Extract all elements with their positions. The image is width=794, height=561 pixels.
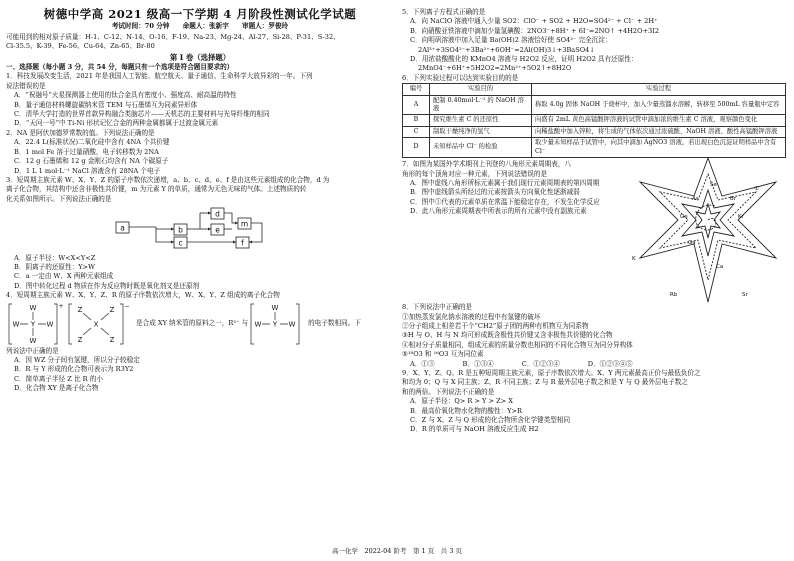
octagonal-periodic-table [630,156,786,306]
question-stem: 离子化合物，其结构中还含非极性共价键，m 为元素 Y 的单质，通常为无色无味的气体。上述物质的转 [6,185,307,194]
table-cell: 未知样品中 Cl⁻ 的检验 [430,138,532,158]
atom-label: Z [77,335,83,344]
option-d: D．化合物 XY 是离子化合物 [14,384,99,393]
element-label-ca: Ca [716,264,724,271]
option-a: A．图中虚线八角形所标元素属于我们现行元素周期表的第四周期 [410,178,600,187]
question-stem: 角形的每个顶角对应一种元素，下列说法错误的是 [402,169,548,178]
atom-label: W [271,303,279,312]
atom-label: X [93,320,99,329]
question-5 [402,8,786,74]
atom-label: Y [273,320,278,329]
svg-text:−: − [124,302,130,310]
table-cell: 向盛有 2mL 黄色高锰酸钾溶液的试管中滴加浓的维生素 C 溶液，观察颜色变化 [532,115,786,126]
atom-label: Z [109,305,115,314]
structure-cation [6,301,66,347]
option-c: C．Z 与 X、Z 与 Q 形成的化合物所含化学键类型相同 [410,415,571,424]
table-row [403,138,786,158]
flow-label-b: b [178,225,183,235]
option-d: D．①②③④⑤ [587,359,633,368]
option-d: D．1 L 1 mol·L⁻¹ NaCl 溶液含有 28NA 个电子 [14,166,161,175]
structure-anion [66,301,132,347]
question-text: 是合成 XY 纳米管的原料之一，R²⁻ 与 [136,318,249,327]
element-label-marker: ① [754,186,759,193]
right-column [402,8,786,435]
section-title: 第 I 卷（选择题） [169,52,231,62]
element-label-br: Br [730,196,737,203]
element-label-se: Se [710,182,717,189]
question-stem: 和均为 0；Q 与 X 同主族；Z、R 不同主族；Z 与 R 最外层电子数之和是 Y 与 Q 最外层电子数之 [402,378,688,387]
option-a: A．因 WZ 分子间有氢键，所以分子较稳定 [14,355,140,364]
option-c: C．清华大学打造的世界首款异构融合类脑芯片——天机芯的主要材料与光导纤维的相同 [14,110,270,119]
question-stem: 8．下列说法中正确的是 [402,303,473,312]
inner-star [682,190,734,256]
option-a: A．①③ [410,359,435,368]
question-stem: 2．NA 是阿伏加德罗常数的值。下列说法正确的是 [6,128,155,137]
atom-label: Z [109,335,115,344]
table-header: 编号 [403,84,430,95]
atom-label: W [254,320,262,329]
table-cell: C [403,126,430,137]
statement-3: ③H 与 O、H 与 N 均可形成既含极性共价键又含非极性共价键的化合物 [402,331,613,340]
question-stem: 5．下列离子方程式正确的是 [402,8,486,16]
option-a: A．22.4 L(标准状况)二氧化硅中含有 4NA 个共价键 [14,138,170,147]
option-b: B．阴离子的还原性：Y>W [14,262,95,271]
table-row [403,95,786,115]
option-c: C．12 g 石墨烯和 12 g 金刚石均含有 NA 个碳原子 [14,157,169,166]
option-b: B．图中虚线箭头所经过的元素按箭头方向氧化性逐渐减弱 [410,188,580,197]
question-8 [402,303,786,369]
option-c-equation: 2Al³⁺+3SO4²⁻+3Ba²⁺+6OH⁻=2Al(OH)3↓+3BaSO4↓ [418,45,595,54]
question-7-text [402,160,630,216]
option-d: D．“天问一号”中 Ti-Ni 形状记忆合金的两种金属都属于过渡金属元素 [14,119,219,128]
option-b: B．①③④ [462,359,494,368]
question-stem: 和的两倍。下列说法不正确的是 [402,387,495,396]
experiment-table [402,83,786,158]
option-c: C．a 一定由 W、X 两种元素组成 [14,272,114,281]
table-cell: 探究维生素 C 的还原性 [430,115,532,126]
question-stem: 7．如图为某国外学术期刊上刊登的八角形元素周期表，八 [402,160,572,169]
flow-label-e: e [215,225,220,235]
table-header: 实验过程 [532,84,786,95]
option-b: B．1 mol Fe 溶于过量硝酸，电子转移数为 2NA [14,147,159,156]
question-stem: 4．短周期主族元素 W、X、Y、Z、R 的原子序数依次增大，W、X、Y、Z 组成的离子化合物 [6,291,280,300]
option-b: B．R 与 Y 形成的化合物可表示为 R3Y2 [14,365,134,374]
page-footer: 高一化学 2022-04 阶考 第 1 页 共 3 页 [331,547,463,555]
atom-label: W [288,320,296,329]
option-a: A．原子半径：Q> R > Y > Z> X [410,397,513,406]
question-3 [6,176,394,291]
question-stem: 6．下列实验过程可以达到实验目的的是 [402,73,519,82]
table-header-row [403,84,786,95]
flow-label-a: a [120,223,125,233]
svg-text:+: + [58,302,64,310]
atomic-masses-line-1: 可能用到的相对原子质量：H-1、C-12、N-14、O-16、F-19、Na-23、Mg-24、Al-27、Si-28、P-31、S-32、 [6,32,340,41]
statement-1: ①加热蒸发氯化钠水溶液的过程中有氢键的破坏 [402,312,541,321]
question-6 [402,74,786,158]
option-b: B．量子通信材料螺旋碳纳米管 TEM 与石墨烯互为同素异形体 [14,100,198,109]
option-d-equation: 2MnO4⁻+6H⁺+5H2O2=2Mn²⁺+5O2↑+8H2O [418,64,572,73]
option-c: C．向明矾溶液中加入足量 Ba(OH)2 溶液恰好使 SO4²⁻ 完全沉淀： [410,36,612,45]
flow-label-c: c [178,238,183,248]
table-cell: 称取 4.0g 固体 NaOH 于烧杯中，加入少量蒸馏水溶解，转移至 500mL 容量瓶中定容 [532,95,786,115]
exam-meta: 考试时间：70 分钟 命题人：张新宇 审题人：罗俊玲 [111,22,289,31]
table-cell: 制取干燥纯净的氢气 [430,126,532,137]
atom-label: W [12,320,20,329]
structure-row [6,301,394,347]
option-d: D．图中转化过程 d 物质在作为反应物时既是氧化剂又是还原剂 [14,281,200,290]
table-cell: 配制 0.40mol·L⁻¹ 的 NaOH 溶液 [430,95,532,115]
page-title: 树德中学高 2021 级高一下学期 4 月阶段性测试化学试题 [43,7,357,21]
atom-label: W [29,336,37,345]
option-d: D．R 的单质可与 NaOH 溶液反应生成 H2 [410,425,539,434]
statement-4: ④相对分子质量相同，组成元素的质量分数也相同的不同化合物互为同分异构体 [402,340,633,349]
element-label-sr: Sr [742,292,748,299]
question-text: 的电子数相同。下 [308,318,361,327]
structure-fragment [248,301,308,347]
option-c: C．①②③④ [521,359,560,368]
atom-label: Z [77,305,83,314]
table-cell: 向稀盐酸中加入锌粒，将生成的气体依次通过浓硫酸、NaOH 溶液、酸性高锰酸钾溶液 [532,126,786,137]
option-a: A．向 NaClO 溶液中通入少量 SO2：ClO⁻ + SO2 + H2O=SO4²⁻ + Cl⁻ + 2H⁺ [410,17,658,26]
flow-label-m: m [240,219,249,229]
option-c: C．简单离子半径 Z 比 R 的小 [14,374,103,383]
statement-5: ⑤¹⁸O3 和 ¹⁶O3 互为同位素 [402,350,484,359]
option-d: D．此八角形元素周期表中所表示的所有元素中没有副族元素 [410,207,587,216]
question-4 [6,291,394,393]
question-7 [402,160,786,303]
question-stem: 化关系如图所示。下列说法正确的是 [6,194,112,203]
options-row [402,360,786,369]
question-2 [6,129,394,176]
reaction-flow-diagram [6,204,394,250]
element-label-k: K [632,256,636,263]
question-stem: 列说法中正确的是 [6,346,59,355]
question-1 [6,72,394,128]
question-stem: 3．短周期主族元素 W、X、Y、Z 的原子序数依次递增，a、b、c、d、e、f 是由这些元素组成的化合物，d 为 [6,175,330,184]
question-9 [402,369,786,435]
option-c: C．图中①代表的元素单质在常温下能稳定存在，不发生化学反应 [410,197,600,206]
table-cell: A [403,95,430,115]
option-b: B．向硝酸亚铁溶液中滴加少量氢碘酸：2NO3⁻+8H⁺ + 6I⁻=2NO↑ +4H2O+3I2 [410,26,660,35]
question-stem: 1．科技发展改变生活，2021 年是我国人工智能、航空航天、量子通信、生命科学大放异彩的一年。下列 [6,72,313,81]
flow-label-d: d [215,209,220,219]
element-label-kr: Kr [738,214,744,221]
flow-label-f: f [241,238,244,248]
atom-label: Y [30,320,36,329]
element-label-rb: Rb [670,292,678,299]
table-row [403,115,786,126]
atomic-masses-line-2: Cl-35.5、K-39、Fe-56、Cu-64、Zn-65、Br-80 [6,42,155,51]
table-cell: 取少量未知样品于试管中，向其中滴加 AgNO3 溶液，若出现白色沉淀证明样品中含有 Cl⁻ [532,138,786,158]
element-label-ga: Ga [688,240,696,247]
table-cell: B [403,115,430,126]
statement-2: ②分子组成上相差若干个“CH2”原子团的两种有机物互为同系物 [402,321,589,330]
question-stem: 9．X、Y、Z、Q、R 是五种短周期主族元素，原子序数依次增大。X、Y 两元素最高正价与最低负价之 [402,368,701,377]
option-a: A．原子半径：W<X<Y<Z [14,253,96,262]
table-header: 实验目的 [430,84,532,95]
element-label-ge: Ge [680,214,688,221]
atom-label: W [46,320,54,329]
element-label-as: As [692,196,699,203]
table-row [403,126,786,137]
option-b: B．最高价氧化物水化物的酸性：Y>R [410,406,522,415]
atom-label: W [29,303,37,312]
table-cell: D [403,138,430,158]
option-a: A．“祝融号”火星探测器上使用的钛合金具有密度小、强度高、耐高温的特性 [14,91,237,100]
question-stem: 说法错误的是 [6,81,46,90]
left-column [6,8,394,394]
option-d: D．用浓盐酸酸化的 KMnO4 溶液与 H2O2 反应，证明 H2O2 具有还原性： [410,55,638,64]
section-instructions: 一、选择题（每小题 3 分，共 54 分，每题只有一个选项是符合题目要求的） [6,63,234,72]
